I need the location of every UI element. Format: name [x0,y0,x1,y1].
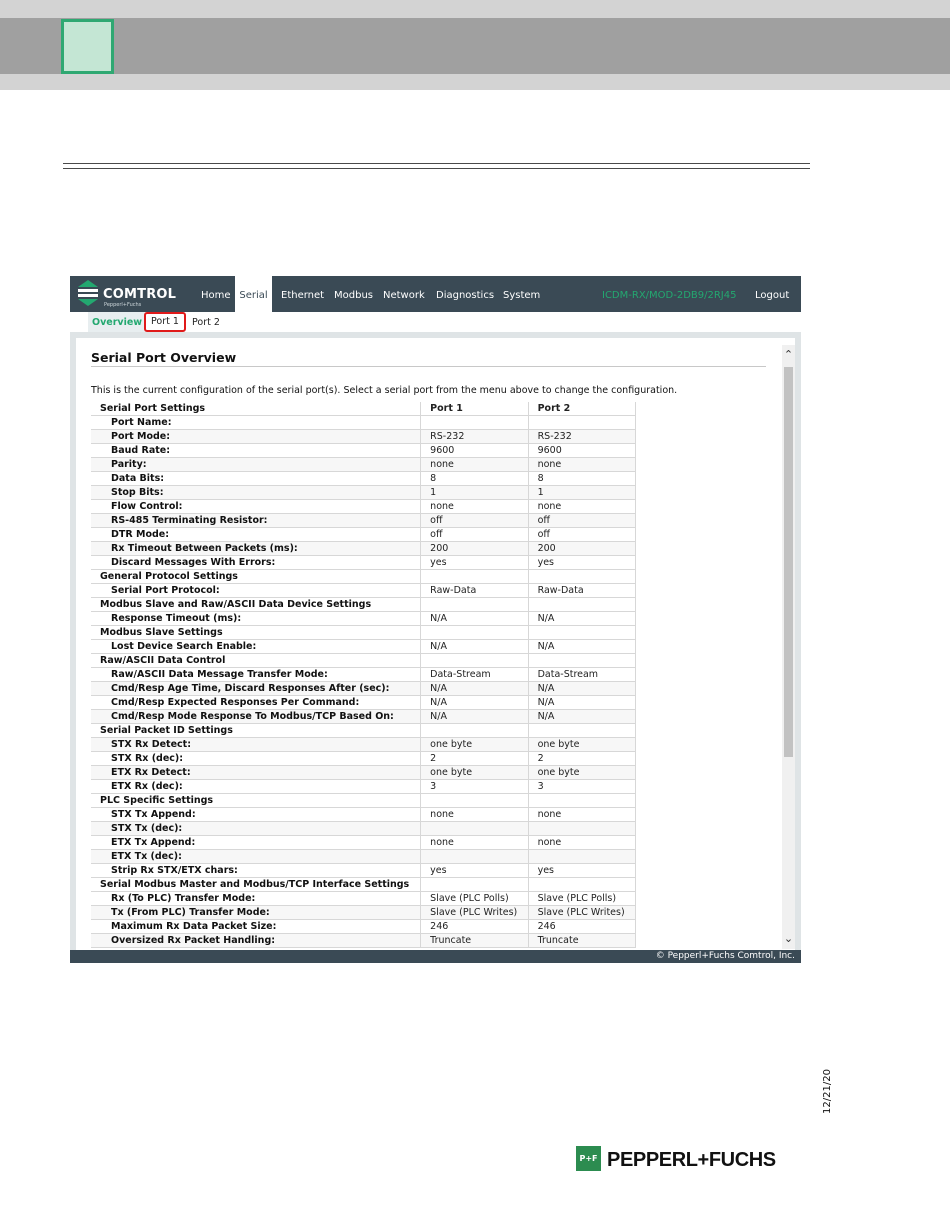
content-panel [76,338,795,950]
document-corner-logo [61,19,114,74]
section-label: PLC Specific Settings [91,794,421,808]
table-row [91,738,636,752]
port-2-value: 246 [528,920,635,934]
port-1-value: none [421,500,528,514]
table-row [91,766,636,780]
footer-copyright: © Pepperl+Fuchs Comtrol, Inc. [70,950,801,963]
table-row [91,864,636,878]
port-2-value: 200 [528,542,635,556]
setting-label: DTR Mode: [91,528,421,542]
port-1-value: N/A [421,682,528,696]
setting-label: Parity: [91,458,421,472]
port-2-value: 8 [528,472,635,486]
nav-ethernet[interactable]: Ethernet [281,290,325,301]
table-section-row [91,626,636,640]
setting-label: Serial Port Protocol: [91,584,421,598]
port-2-value [528,598,635,612]
port-1-value: none [421,458,528,472]
setting-label: Port Mode: [91,430,421,444]
logout-link[interactable]: Logout [755,290,790,301]
port-2-value: off [528,514,635,528]
section-rule-top [63,163,810,164]
port-1-value: N/A [421,612,528,626]
port-2-value [528,626,635,640]
port-2-value [528,654,635,668]
serial-subnav [70,312,801,333]
nav-diagnostics[interactable]: Diagnostics [436,290,495,301]
table-row [91,668,636,682]
setting-label: Rx (To PLC) Transfer Mode: [91,892,421,906]
header-port-1: Port 1 [421,402,528,416]
port-2-value: off [528,528,635,542]
table-section-row [91,570,636,584]
port-1-value: 8 [421,472,528,486]
nav-system[interactable]: System [503,290,541,301]
setting-label: STX Tx (dec): [91,822,421,836]
nav-modbus[interactable]: Modbus [334,290,373,301]
port-1-value [421,570,528,584]
table-section-row [91,724,636,738]
pepperl-fuchs-wordmark: PEPPERL+FUCHS [607,1149,776,1171]
subnav-port-2[interactable]: Port 2 [192,317,220,328]
scroll-thumb[interactable] [784,367,793,757]
setting-label: Cmd/Resp Age Time, Discard Responses After (sec): [91,682,421,696]
port-2-value: Data-Stream [528,668,635,682]
settings-table [91,402,636,948]
port-1-value: 200 [421,542,528,556]
document-top-stripe [0,0,950,18]
table-row [91,458,636,472]
table-row [91,850,636,864]
port-1-value: yes [421,556,528,570]
setting-label: Oversized Rx Packet Handling: [91,934,421,948]
port-2-value: none [528,808,635,822]
table-row [91,780,636,794]
port-1-value: Truncate [421,934,528,948]
setting-label: Response Timeout (ms): [91,612,421,626]
port-1-value: 2 [421,752,528,766]
table-row [91,808,636,822]
table-row [91,892,636,906]
port-2-value: Slave (PLC Polls) [528,892,635,906]
port-1-value: 9600 [421,444,528,458]
setting-label: Maximum Rx Data Packet Size: [91,920,421,934]
setting-label: Raw/ASCII Data Message Transfer Mode: [91,668,421,682]
port-1-value: yes [421,864,528,878]
table-row [91,528,636,542]
setting-label: Cmd/Resp Mode Response To Modbus/TCP Based On: [91,710,421,724]
port-1-value: 1 [421,486,528,500]
table-row [91,542,636,556]
port-1-value: N/A [421,640,528,654]
section-rule-bottom [63,168,810,169]
port-2-value: one byte [528,738,635,752]
setting-label: Tx (From PLC) Transfer Mode: [91,906,421,920]
section-label: General Protocol Settings [91,570,421,584]
port-1-value: off [421,514,528,528]
port-2-value: 1 [528,486,635,500]
device-name: ICDM-RX/MOD-2DB9/2RJ45 [602,290,737,301]
port-2-value: 2 [528,752,635,766]
table-section-row [91,878,636,892]
port-1-value: Data-Stream [421,668,528,682]
port-2-value: Slave (PLC Writes) [528,906,635,920]
table-row [91,416,636,430]
port-2-value: RS-232 [528,430,635,444]
setting-label: Cmd/Resp Expected Responses Per Command: [91,696,421,710]
brand-subtitle: Pepperl+Fuchs [104,302,142,308]
port-1-value: Slave (PLC Writes) [421,906,528,920]
setting-label: Data Bits: [91,472,421,486]
nav-network[interactable]: Network [383,290,425,301]
port-1-value [421,822,528,836]
table-row [91,906,636,920]
setting-label: STX Tx Append: [91,808,421,822]
table-section-row [91,654,636,668]
port-2-value [528,850,635,864]
setting-label: STX Rx Detect: [91,738,421,752]
port-2-value: yes [528,864,635,878]
port-1-value [421,850,528,864]
setting-label: ETX Rx (dec): [91,780,421,794]
port-1-value: off [421,528,528,542]
port-2-value: N/A [528,640,635,654]
intro-text: This is the current configuration of the serial port(s). Select a serial port from the menu above to change the configuration. [91,385,678,396]
port-1-value [421,724,528,738]
subnav-port-1[interactable]: Port 1 [144,312,186,332]
port-2-value [528,724,635,738]
table-row [91,920,636,934]
table-row [91,500,636,514]
setting-label: Rx Timeout Between Packets (ms): [91,542,421,556]
port-2-value: N/A [528,612,635,626]
setting-label: Flow Control: [91,500,421,514]
port-1-value: one byte [421,738,528,752]
header-port-2: Port 2 [528,402,635,416]
port-1-value: RS-232 [421,430,528,444]
port-1-value: 246 [421,920,528,934]
setting-label: Strip Rx STX/ETX chars: [91,864,421,878]
comtrol-logo[interactable] [76,280,186,308]
port-2-value [528,878,635,892]
port-2-value: yes [528,556,635,570]
port-1-value: Raw-Data [421,584,528,598]
table-header-row [91,402,636,416]
top-navigation-bar [70,276,801,312]
nav-home[interactable]: Home [201,290,231,301]
port-2-value: none [528,500,635,514]
setting-label: ETX Tx Append: [91,836,421,850]
port-1-value: N/A [421,710,528,724]
table-row [91,430,636,444]
port-1-value: N/A [421,696,528,710]
port-1-value: Slave (PLC Polls) [421,892,528,906]
table-row [91,822,636,836]
setting-label: Stop Bits: [91,486,421,500]
table-row [91,472,636,486]
table-row [91,486,636,500]
port-1-value [421,794,528,808]
comtrol-logo-icon [76,280,100,308]
port-2-value: Truncate [528,934,635,948]
port-2-value: Raw-Data [528,584,635,598]
brand-name: COMTROL [103,287,177,302]
setting-label: ETX Rx Detect: [91,766,421,780]
table-row [91,934,636,948]
document-header-bottom [0,74,950,90]
port-2-value [528,794,635,808]
section-label: Serial Packet ID Settings [91,724,421,738]
table-section-row [91,794,636,808]
table-row [91,682,636,696]
table-row [91,696,636,710]
port-1-value [421,878,528,892]
settings-table-body [91,416,636,948]
table-row [91,836,636,850]
scroll-down-arrow-icon[interactable]: ⌄ [783,932,794,945]
subnav-overview[interactable]: Overview [88,312,146,332]
scroll-up-arrow-icon[interactable]: ⌃ [783,348,794,361]
port-2-value: one byte [528,766,635,780]
nav-serial[interactable]: Serial [235,276,272,312]
port-1-value [421,416,528,430]
port-1-value: none [421,808,528,822]
table-row [91,752,636,766]
table-row [91,556,636,570]
port-1-value [421,654,528,668]
section-label: Modbus Slave Settings [91,626,421,640]
document-header-bar [0,18,950,74]
port-2-value: 9600 [528,444,635,458]
table-row [91,444,636,458]
web-ui-screenshot [70,276,801,963]
table-row [91,710,636,724]
port-1-value [421,598,528,612]
section-label: Serial Modbus Master and Modbus/TCP Interface Settings [91,878,421,892]
port-2-value [528,570,635,584]
section-label: Modbus Slave and Raw/ASCII Data Device Settings [91,598,421,612]
port-1-value: none [421,836,528,850]
title-divider [91,366,766,367]
setting-label: Port Name: [91,416,421,430]
setting-label: Discard Messages With Errors: [91,556,421,570]
pepperl-fuchs-mark-icon: P+F [576,1146,601,1171]
port-2-value: none [528,458,635,472]
port-1-value: 3 [421,780,528,794]
port-2-value: N/A [528,696,635,710]
page-title: Serial Port Overview [91,350,237,365]
vertical-scrollbar[interactable] [782,345,795,949]
table-row [91,584,636,598]
port-2-value [528,416,635,430]
port-2-value: 3 [528,780,635,794]
port-2-value [528,822,635,836]
setting-label: STX Rx (dec): [91,752,421,766]
section-label: Raw/ASCII Data Control [91,654,421,668]
table-row [91,514,636,528]
setting-label: RS-485 Terminating Resistor: [91,514,421,528]
table-row [91,640,636,654]
content-frame [70,333,801,950]
port-2-value: none [528,836,635,850]
port-2-value: N/A [528,710,635,724]
table-row [91,612,636,626]
setting-label: Lost Device Search Enable: [91,640,421,654]
port-1-value [421,626,528,640]
port-1-value: one byte [421,766,528,780]
table-section-row [91,598,636,612]
document-date: 12/21/20 [821,1069,833,1114]
setting-label: ETX Tx (dec): [91,850,421,864]
setting-label: Baud Rate: [91,444,421,458]
header-settings: Serial Port Settings [91,402,421,416]
port-2-value: N/A [528,682,635,696]
